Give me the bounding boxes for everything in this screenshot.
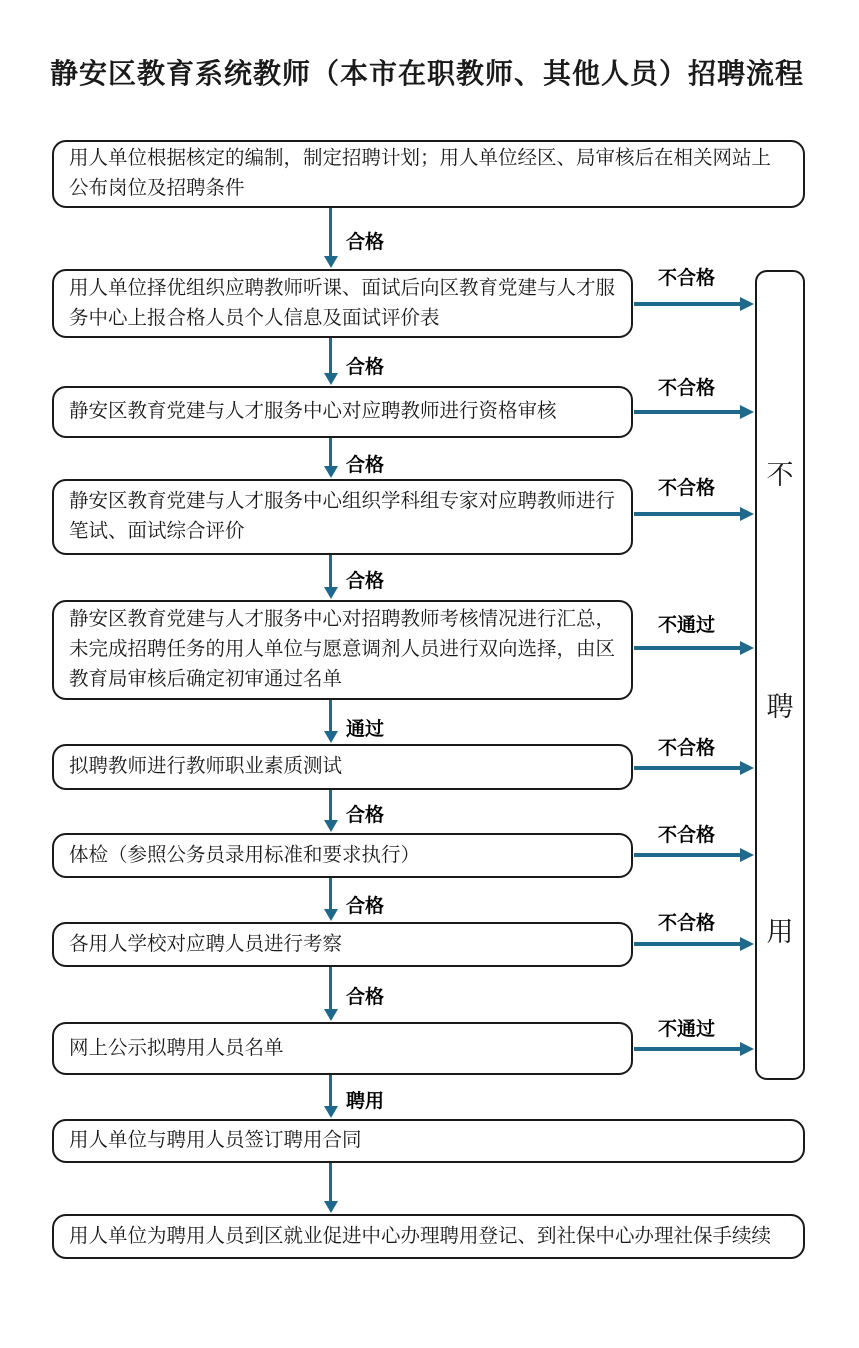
flow-step-text: 体检（参照公务员录用标准和要求执行）	[69, 844, 421, 866]
down-arrow-icon	[329, 555, 332, 588]
pass-label: 合格	[346, 357, 385, 378]
reject-arrow-icon	[634, 302, 741, 306]
no-hire-char: 聘	[766, 692, 794, 722]
flow-step-text: 网上公示拟聘用人员名单	[69, 1037, 284, 1059]
flow-step-5	[52, 600, 633, 700]
no-hire-char: 用	[766, 917, 794, 947]
reject-label: 不通过	[658, 1019, 716, 1040]
reject-arrow-icon	[634, 942, 741, 946]
flow-step-11	[52, 1214, 805, 1259]
down-arrow-icon	[329, 208, 332, 257]
flow-step-text: 各用人学校对应聘人员进行考察	[69, 933, 343, 955]
reject-arrow-icon	[634, 766, 741, 770]
reject-label: 不合格	[658, 268, 716, 289]
down-arrow-icon	[329, 438, 332, 467]
pass-label: 合格	[346, 571, 385, 592]
reject-arrow-icon	[634, 1047, 741, 1051]
pass-label: 合格	[346, 455, 385, 476]
no-hire-char: 不	[766, 460, 794, 490]
flow-step-text: 用人单位为聘用人员到区就业促进中心办理聘用登记、到社保中心办理社保手续续	[69, 1225, 772, 1247]
pass-label: 合格	[346, 805, 385, 826]
flow-step-1	[52, 140, 805, 208]
page-title: 静安区教育系统教师（本市在职教师、其他人员）招聘流程	[50, 58, 805, 89]
flow-step-4	[52, 479, 633, 555]
reject-label: 不合格	[658, 825, 716, 846]
reject-label: 不合格	[658, 913, 716, 934]
pass-label: 合格	[346, 987, 385, 1008]
flow-step-10	[52, 1119, 805, 1163]
no-hire-terminal-box	[755, 270, 805, 1080]
down-arrow-icon	[329, 790, 332, 821]
flow-step-text: 用人单位与聘用人员签订聘用合同	[69, 1130, 362, 1151]
down-arrow-icon	[329, 967, 332, 1010]
flow-step-text: 用人单位根据核定的编制，制定招聘计划；用人单位经区、局审核后在相关网站上公布岗位及招聘条件	[69, 148, 772, 199]
pass-label: 合格	[346, 232, 385, 253]
flow-step-3	[52, 386, 633, 438]
flow-step-text: 静安区教育党建与人才服务中心对应聘教师进行资格审核	[69, 401, 557, 422]
down-arrow-icon	[329, 1075, 332, 1107]
flow-step-2	[52, 269, 633, 338]
reject-arrow-icon	[634, 853, 741, 857]
down-arrow-icon	[329, 878, 332, 910]
down-arrow-icon	[329, 338, 332, 374]
flow-step-6	[52, 744, 633, 790]
reject-label: 不合格	[658, 478, 716, 499]
flow-step-text: 拟聘教师进行教师职业素质测试	[69, 756, 343, 777]
flow-step-7	[52, 833, 633, 878]
reject-label: 不通过	[658, 615, 716, 636]
flow-step-text: 静安区教育党建与人才服务中心组织学科组专家对应聘教师进行笔试、面试综合评价	[69, 491, 616, 542]
reject-label: 不合格	[658, 738, 716, 759]
pass-label: 通过	[346, 719, 385, 740]
pass-label: 聘用	[346, 1091, 385, 1112]
down-arrow-icon	[329, 700, 332, 732]
flow-step-text: 静安区教育党建与人才服务中心对招聘教师考核情况进行汇总，未完成招聘任务的用人单位与愿意调剂人员进行双向选择，由区教育局审核后确定初审通过名单	[69, 609, 616, 690]
flow-step-8	[52, 922, 633, 967]
pass-label: 合格	[346, 896, 385, 917]
down-arrow-icon	[329, 1163, 332, 1202]
reject-arrow-icon	[634, 410, 741, 414]
reject-arrow-icon	[634, 646, 741, 650]
flow-step-9	[52, 1022, 633, 1075]
reject-label: 不合格	[658, 378, 716, 399]
reject-arrow-icon	[634, 512, 741, 516]
flow-step-text: 用人单位择优组织应聘教师听课、面试后向区教育党建与人才服务中心上报合格人员个人信息及面试评价表	[69, 277, 616, 329]
